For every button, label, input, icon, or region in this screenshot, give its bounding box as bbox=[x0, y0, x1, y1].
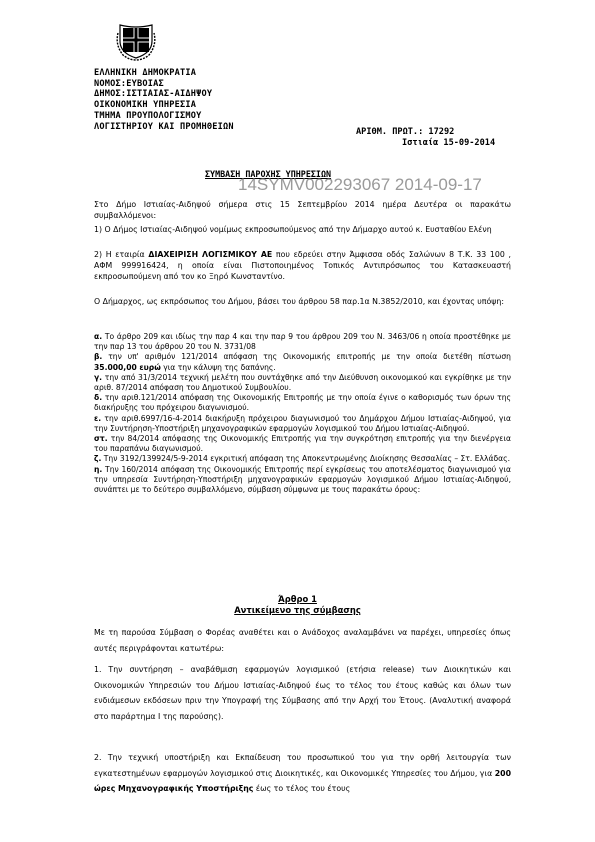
party-2 bbox=[94, 249, 511, 283]
article-intro: Με τη παρούσα Σύμβαση ο Φορέας αναθέτει και ο Ανάδοχος αναλαμβάνει να παρέχει, υπηρεσίες όπως αυτές περιγράφονται κατωτέρω: bbox=[94, 628, 511, 653]
mayor-paragraph: Ο Δήμαρχος, ως εκπρόσωπος του Δήμου, βάσει του άρθρου 58 παρ.1α Ν.3852/2010, και έχοντας υπόψη: bbox=[94, 297, 504, 306]
consideration-text: την υπ' αριθμόν 121/2014 απόφαση της Οικονομικής επιτροπής με την οποία διετέθη πίστωση bbox=[102, 352, 511, 362]
header-line: ΟΙΚΟΝΟΜΙΚΗ ΥΠΗΡΕΣΙΑ bbox=[94, 100, 197, 111]
service-item-2-post: έως το τέλος του έτους bbox=[253, 784, 351, 794]
company-name: ΔΙΑΧΕΙΡΙΣΗ ΛΟΓΙΣΜΙΚΟΥ ΑΕ bbox=[148, 250, 273, 259]
service-item-2-pre: 2. Την τεχνική υποστήριξη και Εκπαίδευση του προσωπικού του για την ορθή λειτουργία των εγκατεστημένων εφαρμογών λογισμικού στις Διοικητικές, και Οικονομικές Υπηρεσίες του Δήμου, για bbox=[94, 753, 511, 778]
party-2-post: που εδρεύει στην Άμφισσα οδός Σαλώνων 8 Τ.Κ. 33 100 , ΑΦΜ 999916424, η οποία είναι Πιστοποιημένος Τοπικός Αντιπρόσωπος του Κατασκευαστή εκπροσωπούμενη από τον κο Ξηρό Κωνσταντίνο. bbox=[94, 250, 511, 282]
header-line: ΝΟΜΟΣ:ΕΥΒΟΙΑΣ bbox=[94, 78, 164, 89]
consideration-item bbox=[94, 352, 511, 372]
consideration-letter: δ. bbox=[94, 393, 103, 403]
consideration-letter: στ. bbox=[94, 434, 108, 444]
header-line: ΤΜΗΜΑ ΠΡΟΥΠΟΛΟΓΙΣΜΟΥ bbox=[94, 110, 202, 121]
consideration-text: την 84/2014 απόφασης της Οικονομικής Επιτροπής για την συγκρότηση επιτροπής για την διενέργεια του παραπάνω διαγωνισμού. bbox=[94, 434, 511, 454]
article-number: Άρθρο 1 bbox=[278, 594, 317, 604]
consideration-text: Την 160/2014 απόφαση της Οικονομικής Επιτροπής περί εγκρίσεως του αποτελέσματος διαγωνισμού για την υπηρεσία Συντήρηση-Υποστήριξη μηχανογραφικών εφαρμογών λογισμικού Δήμου Ιστιαίας-Αιδηψού, συνάπτει με το δεύτερο συμβαλλόμενο, σύμβαση σύμφωνα με τους παρακάτω όρους: bbox=[94, 464, 511, 495]
consideration-text-end: για την κάλυψη της δαπάνης. bbox=[160, 362, 276, 372]
party-1: 1) Ο Δήμος Ιστιαίας-Αιδηψού νομίμως εκπροσωπούμενος από την Δήμαρχο αυτού κ. Ευσταθίου Ελένη bbox=[94, 225, 492, 234]
consideration-letter: α. bbox=[94, 332, 103, 341]
consideration-text: την αριθ.6997/16-4-2014 διακήρυξη πρόχειρου διαγωνισμού του Δημάρχου Δήμου Ιστιαίας-Αιδηψού, για την Συντήρηση-Υποστήριξη μηχανογραφικών εφαρμογών λογισμικού του Δήμου Ιστιαίας-Αιδηψού. bbox=[94, 413, 511, 433]
party-2-pre: 2) Η εταιρία bbox=[94, 250, 149, 259]
consideration-item bbox=[94, 373, 511, 393]
consideration-letter: β. bbox=[94, 352, 103, 362]
consideration-item bbox=[94, 465, 511, 496]
consideration-text: την αριθ.121/2014 απόφαση της Οικονομικής Επιτροπής με την οποία έγινε ο καθορισμός των όρων της διακήρυξης του πρόχειρου διαγωνισμού. bbox=[94, 393, 511, 413]
consideration-item bbox=[94, 393, 511, 413]
consideration-text: Την 3192/139924/5-9-2014 εγκριτική απόφαση της Αποκεντρωμένης Διοίκησης Θεσσαλίας – Στ. Ελλάδας. bbox=[101, 454, 511, 464]
greek-coat-of-arms-icon bbox=[115, 19, 157, 61]
header-line: ΔΗΜΟΣ:ΙΣΤΙΑΙΑΣ-ΑΙΔΗΨΟΥ bbox=[94, 89, 213, 100]
consideration-letter: γ. bbox=[94, 372, 103, 382]
service-item-1: 1. Την συντήρηση – αναβάθμιση εφαρμογών λογισμικού (ετήσια release) των Διοικητικών και Οικονομικών Υπηρεσιών του Δήμου Ιστιαίας-Αιδηψού έως το τέλος του έτους καθώς και όλων των ενδιάμεσων εκδόσεων πριν την Υπογραφή της Σύμβασης από την Αρχή του Έτους. (Αναλυτική αναφορά στο παράρτημα Ι της παρούσης). bbox=[94, 665, 511, 721]
registry-stamp: 14SYMV002293067 2014-09-17 bbox=[238, 175, 482, 194]
issuer-header bbox=[94, 68, 234, 132]
service-item-2 bbox=[94, 750, 511, 797]
protocol-number: ΑΡΙΘΜ. ΠΡΩΤ.: 17292 bbox=[356, 127, 455, 137]
consideration-item bbox=[94, 434, 511, 454]
document-date: Ιστιαία 15-09-2014 bbox=[402, 138, 496, 148]
consideration-text: Το άρθρο 209 και ιδίως την παρ 4 και την παρ 9 του άρθρου 209 του Ν. 3463/06 η οποία προστέθηκε με την παρ 13 του άρθρου 20 του Ν. 3731/08 bbox=[94, 332, 511, 352]
header-line: ΕΛΛΗΝΙΚΗ ΔΗΜΟΚΡΑΤΙΑ bbox=[94, 68, 197, 78]
intro-paragraph: Στο Δήμο Ιστιαίας-Αιδηψού σήμερα στις 15 Σεπτεμβρίου 2014 ημέρα Δευτέρα οι παρακάτω συμβαλλόμενοι: bbox=[94, 200, 511, 221]
credit-amount: 35.000,00 ευρώ bbox=[94, 362, 161, 372]
consideration-letter: η. bbox=[94, 464, 103, 474]
support-hours: 200 ώρες Μηχανογραφικής Υποστήριξης bbox=[94, 768, 511, 794]
consideration-item bbox=[94, 414, 511, 434]
article-title: Αντικείμενο της σύμβασης bbox=[234, 605, 361, 615]
document-title: ΣΥΜΒΑΣΗ ΠΑΡΟΧΗΣ ΥΠΗΡΕΣΙΩΝ bbox=[205, 169, 332, 179]
consideration-item bbox=[94, 332, 511, 352]
consideration-text: την από 31/3/2014 τεχνική μελέτη που συντάχθηκε από την Διεύθυνση οικονομικού και εγκρίθηκε με την αριθ. 87/2014 απόφαση του Δημοτικού Συμβουλίου. bbox=[94, 372, 511, 393]
considerations-list bbox=[94, 332, 511, 495]
header-line: ΛΟΓΙΣΤΗΡΙΟΥ ΚΑΙ ΠΡΟΜΗΘΕΙΩΝ bbox=[94, 121, 234, 132]
consideration-letter: ζ. bbox=[94, 454, 102, 464]
consideration-item bbox=[94, 454, 511, 464]
consideration-letter: ε. bbox=[94, 413, 102, 423]
